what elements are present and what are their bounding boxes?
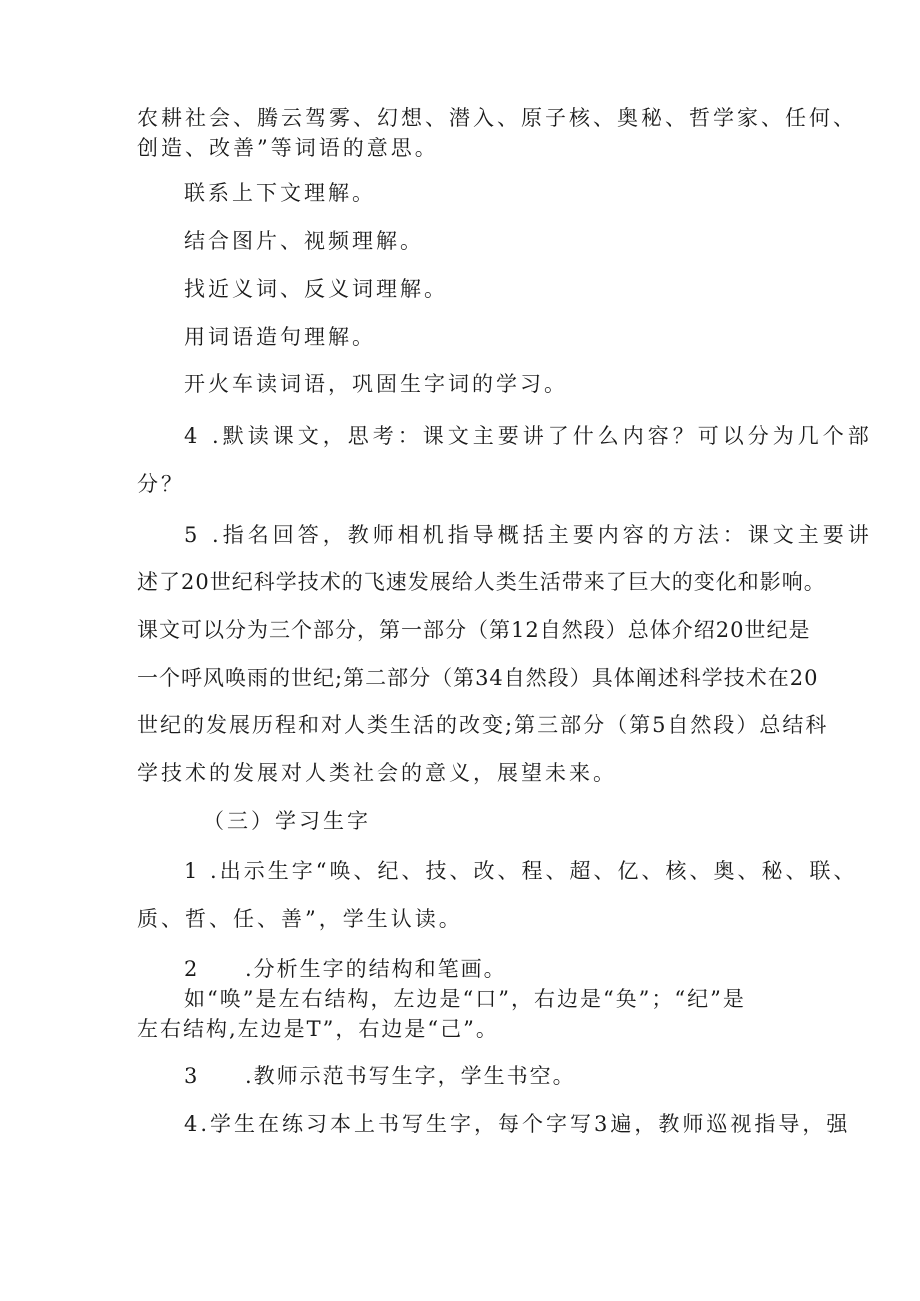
text-line: 学技术的发展对人类社会的意义，展望未来。 <box>137 761 617 785</box>
text-line: 用词语造句理解。 <box>184 325 376 349</box>
text-line: 找近义词、反义词理解。 <box>184 277 448 301</box>
text-line: 分？ <box>137 472 185 496</box>
text-line: 结合图片、视频理解。 <box>184 229 424 253</box>
text-line: 质、哲、任、善”，学生认读。 <box>137 907 463 931</box>
text-line: 4 .默读课文，思考：课文主要讲了什么内容？可以分为几个部 <box>184 424 873 448</box>
text-line: .教师示范书写生字，学生书空。 <box>245 1064 576 1088</box>
text-line: 世纪的发展历程和对人类生活的改变;第三部分（第5自然段）总结科 <box>137 713 829 737</box>
text-line: 5 .指名回答，教师相机指导概括主要内容的方法：课文主要讲 <box>184 523 873 547</box>
text-line: 1 .出示生字“唤、纪、技、改、程、超、亿、核、奥、秘、联、 <box>184 859 858 883</box>
section-heading: （三）学习生字 <box>203 809 371 833</box>
text-line: 4.学生在练习本上书写生字，每个字写3遍，教师巡视指导，强 <box>184 1112 851 1136</box>
text-line: 创造、改善”等词语的意思。 <box>137 136 439 160</box>
text-line: 一个呼风唤雨的世纪;第二部分（第34自然段）具体阐述科学技术在20 <box>137 666 819 690</box>
text-line: 左右结构,左边是T”，右边是“己”。 <box>137 1017 499 1041</box>
text-line: 农耕社会、腾云驾雾、幻想、潜入、原子核、奥秘、哲学家、任何、 <box>137 106 857 130</box>
text-line: 开火车读词语，巩固生字词的学习。 <box>184 372 568 396</box>
text-line: 如“唤”是左右结构，左边是“口”，右边是“奂”；“纪”是 <box>184 987 746 1011</box>
text-line: 述了20世纪科学技术的飞速发展给人类生活带来了巨大的变化和影响。 <box>137 570 826 594</box>
list-number: 3 <box>184 1064 200 1088</box>
text-line: 联系上下文理解。 <box>184 181 376 205</box>
text-line: .分析生字的结构和笔画。 <box>245 957 507 981</box>
list-number: 2 <box>184 957 200 981</box>
text-line: 课文可以分为三个部分，第一部分（第12自然段）总体介绍20世纪是 <box>137 618 811 642</box>
